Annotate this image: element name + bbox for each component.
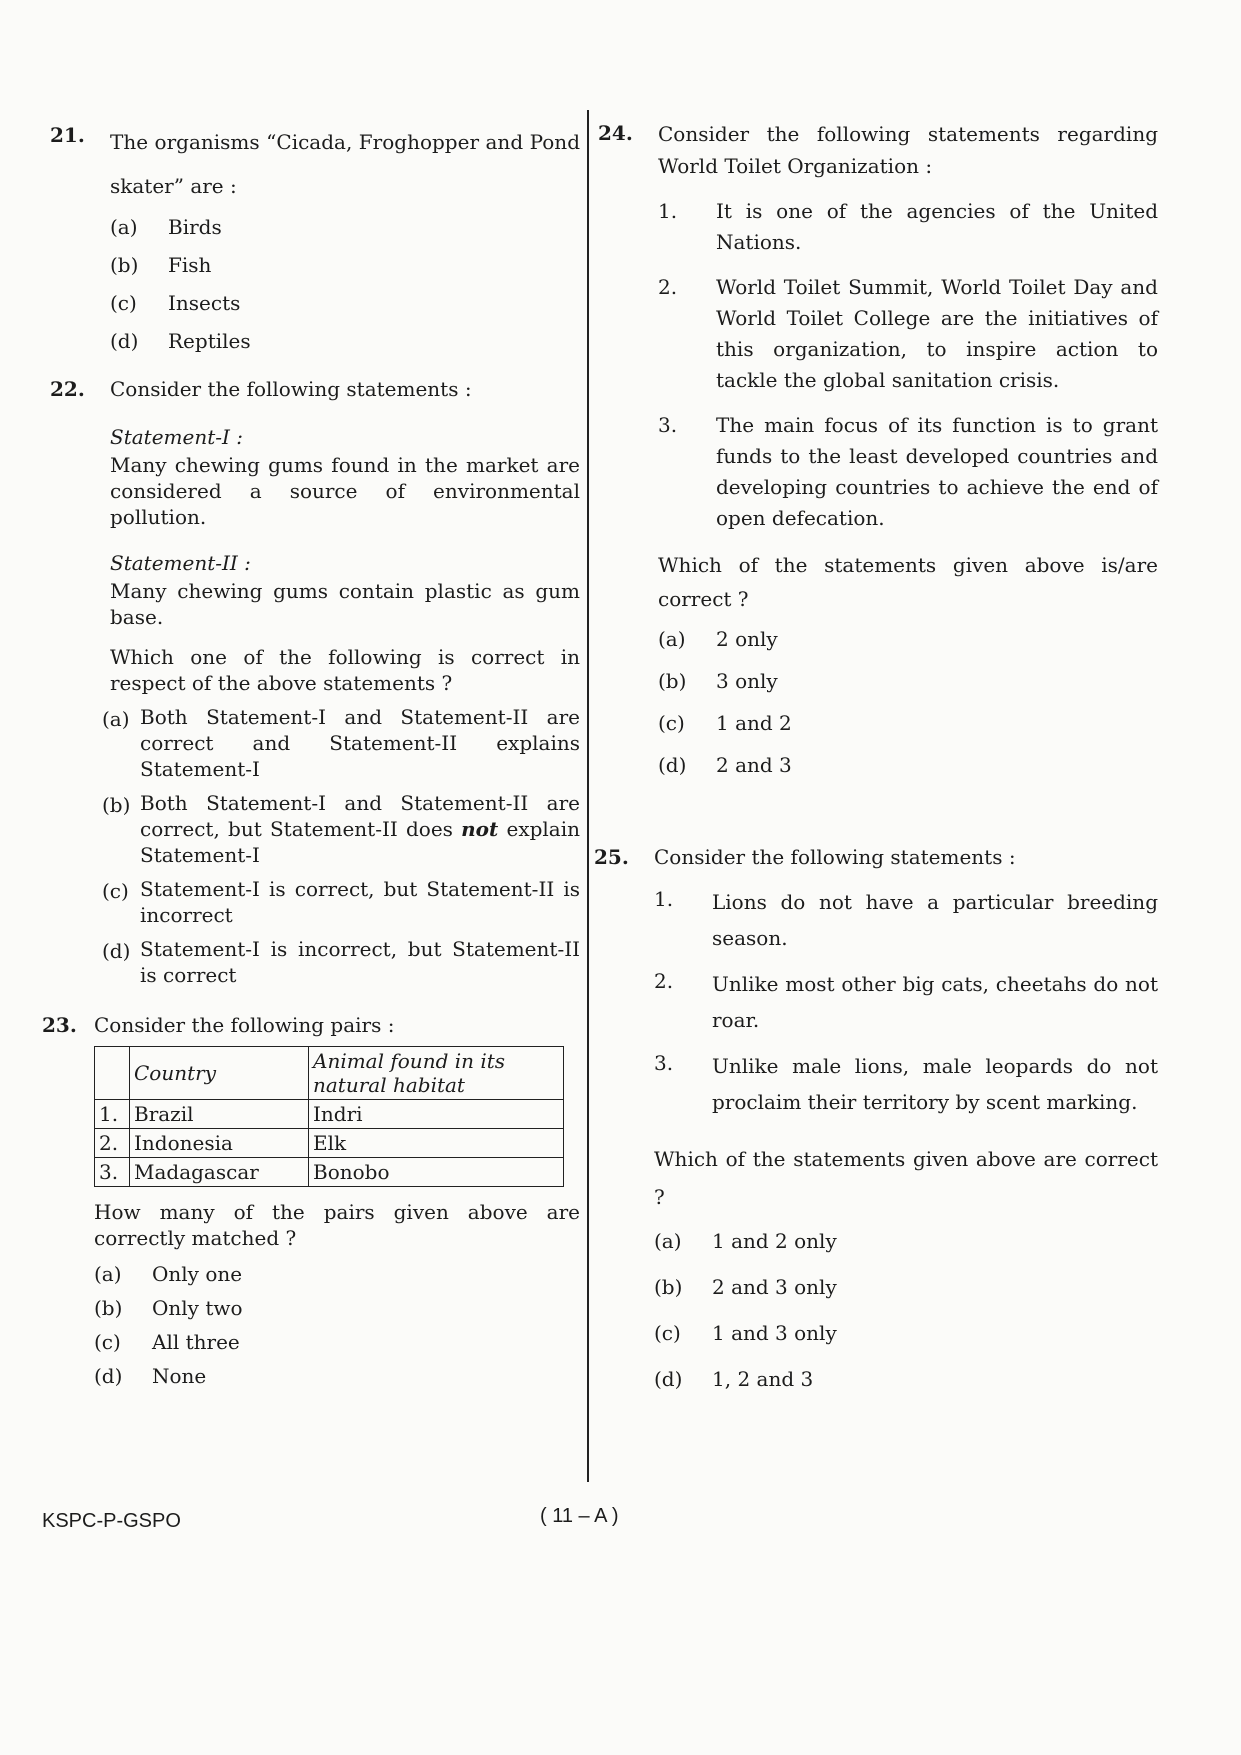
question-prompt: How many of the pairs given above are correctly matched ?: [94, 1200, 580, 1250]
question-25: [594, 842, 1158, 1394]
statement-2: 2. World Toilet Summit, World Toilet Day and World Toilet College are the initiatives of this organization, to inspire action to tackle the global sanitation crisis.: [658, 275, 1158, 392]
option-a[interactable]: (a) 1 and 2 only: [654, 1229, 837, 1253]
question-prompt: Which of the statements given above is/are correct ?: [658, 553, 1158, 611]
option-c[interactable]: (c) 1 and 3 only: [654, 1321, 837, 1345]
statement-2-heading: Statement-II :: [110, 551, 251, 575]
table-header-row: Country Animal found in its natural habitat: [95, 1047, 564, 1100]
option-c[interactable]: (c) All three: [94, 1330, 240, 1354]
table-row: 2. Indonesia Elk: [95, 1129, 564, 1158]
question-number: 25.: [594, 845, 629, 869]
statement-1-text: Many chewing gums found in the market are considered a source of environmental pollution.: [110, 453, 580, 529]
question-text: Consider the following statements :: [110, 377, 472, 401]
statement-3: 3. Unlike male lions, male leopards do not proclaim their territory by scent marking.: [654, 1051, 1158, 1114]
question-number: 23.: [42, 1013, 77, 1037]
option-c[interactable]: (c) Statement-I is correct, but Statement-II is incorrect: [102, 877, 580, 927]
page-number: ( 11 – A ): [540, 1505, 619, 1527]
question-number: 22.: [50, 377, 85, 401]
question-text: Consider the following pairs :: [94, 1013, 395, 1037]
option-b[interactable]: (b) 3 only: [658, 669, 778, 693]
statement-1-heading: Statement-I :: [110, 425, 244, 449]
option-d[interactable]: (d) None: [94, 1364, 207, 1388]
option-d[interactable]: (d) Statement-I is incorrect, but Statement-II is correct: [102, 937, 580, 987]
question-22-options: [50, 704, 580, 988]
option-a[interactable]: (a) Both Statement-I and Statement-II are correct and Statement-II explains Statement-I: [102, 705, 580, 781]
option-a[interactable]: (a) Only one: [94, 1262, 243, 1286]
question-text: Consider the following statements regarding World Toilet Organization :: [658, 122, 1158, 178]
statement-1: 1. It is one of the agencies of the United Nations.: [658, 199, 1158, 254]
option-c[interactable]: (c) Insects: [110, 291, 241, 315]
question-text: Consider the following statements :: [654, 845, 1016, 869]
pairs-table: [94, 1046, 564, 1187]
option-d[interactable]: (d) Reptiles: [110, 329, 251, 353]
option-b[interactable]: (b) Fish: [110, 253, 212, 277]
question-21: [50, 120, 580, 356]
option-b[interactable]: (b) 2 and 3 only: [654, 1275, 837, 1299]
table-row: 3. Madagascar Bonobo: [95, 1158, 564, 1187]
statement-2: 2. Unlike most other big cats, cheetahs do not roar.: [654, 969, 1158, 1032]
question-22: [50, 374, 580, 696]
statement-3: 3. The main focus of its function is to grant funds to the least developed countries and developing countries to achieve the end of open defecation.: [658, 413, 1158, 530]
question-number: 24.: [598, 121, 633, 145]
statement-2-text: Many chewing gums contain plastic as gum base.: [110, 579, 580, 629]
emphasis-not: not: [461, 817, 499, 841]
question-number: 21.: [50, 123, 85, 147]
option-b[interactable]: (b) Only two: [94, 1296, 243, 1320]
option-a[interactable]: (a) Birds: [110, 215, 222, 239]
right-column: [594, 118, 1158, 1394]
question-23: [42, 1010, 580, 1391]
column-divider: [587, 110, 589, 1482]
question-text: The organisms “Cicada, Froghopper and Pond skater” are :: [110, 130, 580, 198]
option-d[interactable]: (d) 1, 2 and 3: [654, 1367, 814, 1391]
paper-code: KSPC-P-GSPO: [42, 1510, 181, 1532]
option-d[interactable]: (d) 2 and 3: [658, 753, 792, 777]
left-column: [42, 120, 580, 1391]
statement-1: 1. Lions do not have a particular breeding season.: [654, 887, 1158, 950]
question-prompt: Which of the statements given above are correct ?: [654, 1147, 1158, 1209]
option-c[interactable]: (c) 1 and 2: [658, 711, 792, 735]
option-a[interactable]: (a) 2 only: [658, 627, 778, 651]
question-24: [598, 118, 1158, 780]
option-b[interactable]: (b) Both Statement-I and Statement-II are correct, but Statement-II does not explain Statement-I: [102, 791, 580, 867]
table-row: 1. Brazil Indri: [95, 1100, 564, 1129]
question-prompt: Which one of the following is correct in respect of the above statements ?: [110, 645, 580, 695]
